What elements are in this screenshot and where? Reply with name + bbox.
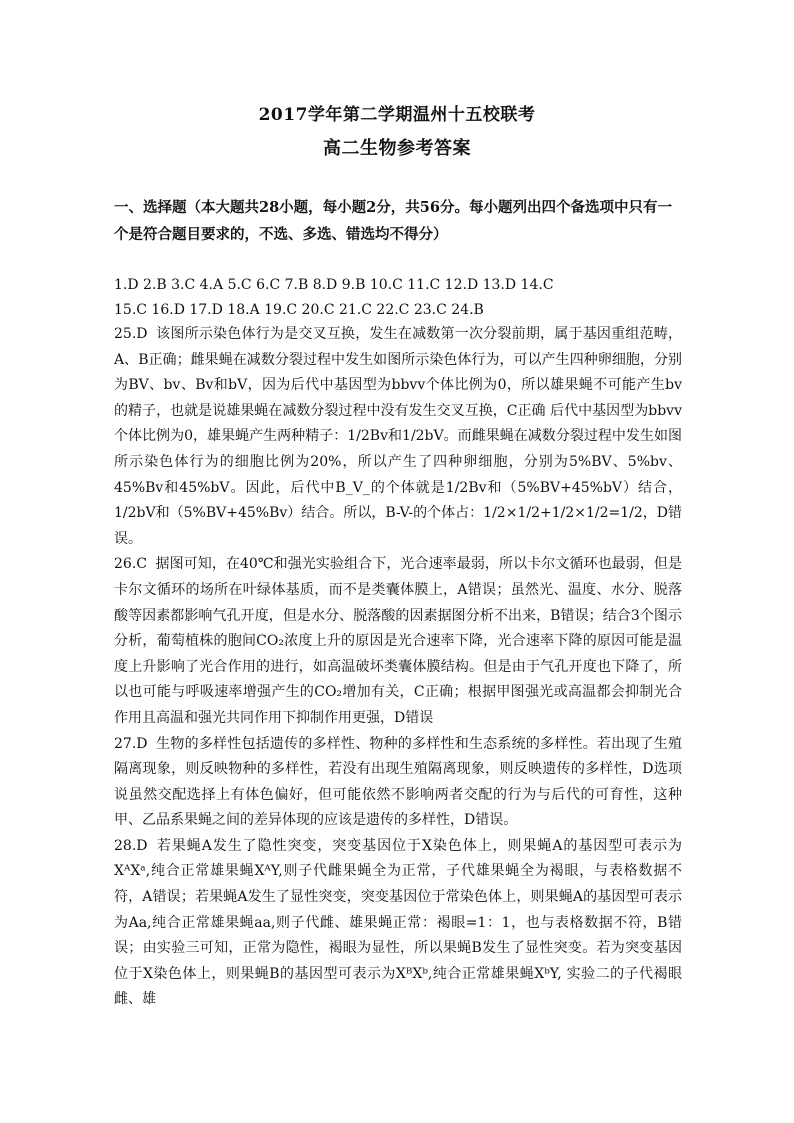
- explanation-27: [114, 732, 682, 834]
- answer-key-line-1: 1.D 2.B 3.C 4.A 5.C 6.C 7.B 8.D 9.B 10.C 11.C 12.D 13.D 14.C: [114, 277, 554, 293]
- explanation-text: 该图所示染色体行为是交叉互换，发生在减数第一次分裂前期，属于基因重组范畴，A、B正确；雌果蝇在减数分裂过程中发生如图所示染色体行为，可以产生四种卵细胞，分别为BV、bv、Bv和bV，因为后代中基因型为bbvv个体比例为0，所以雄果蝇不可能产生bv的精子，也就是说雄果蝇在减数分裂过程中没有发生交叉互换，C正确 后代中基因型为bbvv个体比例为0，雄果蝇产生两种精子：1/2Bv和1/2bV。而雌果蝇在减数分裂过程中发生如图所示染色体行为的细胞比例为20%，所以产生了四种卵细胞，分别为5%BV、5%bv、45%Bv和45%bV。因此，后代中B_V_的个体就是1/2Bv和（5%BV+45%bV）结合，1/2bV和（5%BV+45%Bv）结合。所以，B-V-的个体占：1/2×1/2+1/2×1/2=1/2，D错误。: [114, 326, 682, 547]
- explanation-text: 若果蝇A发生了隐性突变，突变基因位于X染色体上，则果蝇A的基因型可表示为XᴬXᵃ,纯合正常雄果蝇XᴬY,则子代雌果蝇全为正常，子代雄果蝇全为褐眼，与表格数据不符，A错误；若果蝇A发生了显性突变，突变基因位于常染色体上，则果蝇A的基因型可表示为Aa,纯合正常雄果蝇aa,则子代雌、雄果蝇正常：褐眼=1：1，也与表格数据不符，B错误；由实验三可知，正常为隐性，褐眼为显性，所以果蝇B发生了显性突变。若为突变基因位于X染色体上，则果蝇B的基因型可表示为XᴮXᵇ,纯合正常雄果蝇XᵇY, 实验二的子代褐眼雌、雄: [114, 837, 683, 1008]
- explanation-28: [114, 834, 682, 1013]
- explanation-26: [114, 552, 682, 731]
- question-number: 27.D: [114, 735, 148, 752]
- explanations: [114, 322, 682, 1013]
- question-number: 25.D: [114, 326, 148, 342]
- explanation-25: [114, 322, 682, 552]
- answer-key-line-2: 15.C 16.D 17.D 18.A 19.C 20.C 21.C 22.C 23.C 24.B: [114, 302, 484, 318]
- explanation-text: 据图可知，在40℃和强光实验组合下，光合速率最弱，所以卡尔文循环也最弱，但是卡尔文循环的场所在叶绿体基质，而不是类囊体膜上，A错误；虽然光、温度、水分、脱落酸等因素都影响气孔开度，但是水分、脱落酸的因素据图分析不出来，B错误；结合3个图示分析，葡萄植株的胞间CO₂浓度上升的原因是光合速率下降，光合速率下降的原因可能是温度上升影响了光合作用的进行，如高温破坏类囊体膜结构。但是由于气孔开度也下降了，所以也可能与呼吸速率增强产生的CO₂增加有关，C正确；根据甲图强光或高温都会抑制光合作用且高温和强光共同作用下抑制作用更强，D错误: [114, 556, 682, 726]
- section-heading: 一、选择题（本大题共28小题，每小题2分，共56分。每小题列出四个备选项中只有一个是符合题目要求的，不选、多选、错选均不得分）: [114, 199, 672, 243]
- explanation-text: 生物的多样性包括遗传的多样性、物种的多样性和生态系统的多样性。若出现了生殖隔离现象，则反映物种的多样性，若没有出现生殖隔离现象，则反映遗传的多样性，D选项说虽然交配选择上有体色偏好，但可能依然不影响两者交配的行为与后代的可育性，这种甲、乙品系果蝇之间的差异体现的应该是遗传的多样性，D错误。: [114, 735, 682, 829]
- page-title: 2017学年第二学期温州十五校联考: [258, 105, 536, 125]
- question-number: 28.D: [114, 837, 148, 854]
- page-subtitle: 高二生物参考答案: [323, 138, 471, 159]
- question-number: 26.C: [114, 556, 147, 573]
